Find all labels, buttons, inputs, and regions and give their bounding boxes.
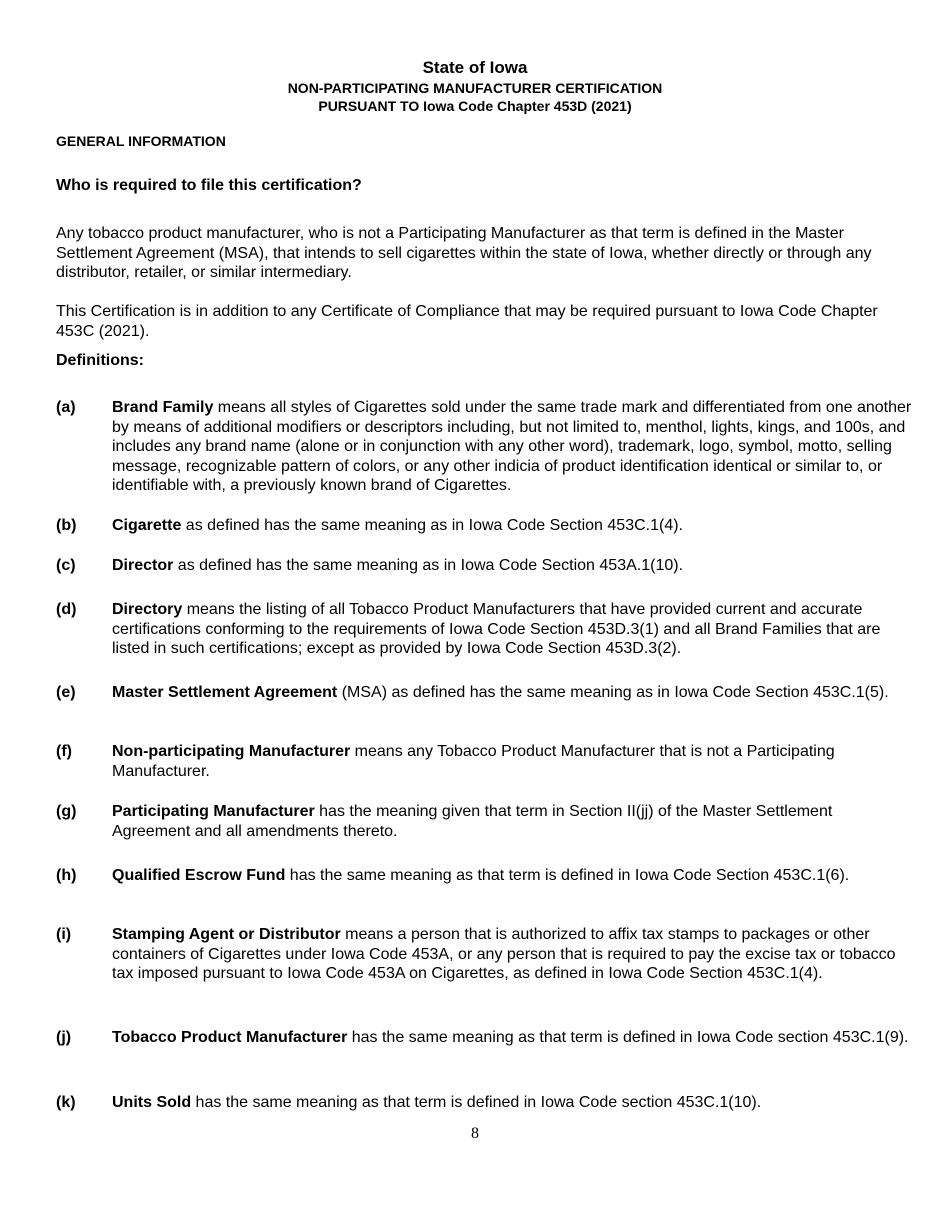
definition-item xyxy=(112,742,912,781)
definition-term: Master Settlement Agreement xyxy=(112,684,338,701)
definition-text: means a person that is authorized to affix tax stamps to packages or other containers of Cigarettes under Iowa Code 453A, or any person that is required to pay the excise tax or tobacco tax imposed pursuant to Iowa Code 453A on Cigarettes, as defined in Iowa Code Section 453C.1(4). xyxy=(112,926,896,982)
definition-label: (h) xyxy=(56,867,77,884)
definition-label: (d) xyxy=(56,601,77,618)
definition-item xyxy=(112,1028,912,1048)
definition-term: Qualified Escrow Fund xyxy=(112,867,286,884)
definitions-heading: Definitions: xyxy=(56,352,144,369)
definition-item xyxy=(112,683,912,703)
definition-text: means all styles of Cigarettes sold under the same trade mark and differentiated from one another by means of additional modifiers or descriptors including, but not limited to, menthol, lights, kings, and 100s, and includes any brand name (alone or in conjunction with any other word), trademark, logo, symbol, motto, selling message, recognizable pattern of colors, or any other indicia of product identification identical or similar to, or identifiable with, a previously known brand of Cigarettes. xyxy=(112,399,912,494)
definition-term: Units Sold xyxy=(112,1094,192,1111)
definition-label: (a) xyxy=(56,399,76,416)
definition-text: means any Tobacco Product Manufacturer that is not a Participating Manufacturer. xyxy=(112,743,835,780)
pursuant-line: PURSUANT TO Iowa Code Chapter 453D (2021) xyxy=(318,98,632,114)
definition-label: (k) xyxy=(56,1094,76,1111)
definition-item xyxy=(112,516,912,536)
definition-term: Stamping Agent or Distributor xyxy=(112,926,341,943)
definition-item xyxy=(112,398,912,496)
page-number: 8 xyxy=(471,1125,479,1142)
definition-label: (g) xyxy=(56,803,77,820)
definition-text: as defined has the same meaning as in Iowa Code Section 453A.1(10). xyxy=(173,557,684,574)
definition-item xyxy=(112,802,912,841)
definition-text: (MSA) as defined has the same meaning as in Iowa Code Section 453C.1(5). xyxy=(337,684,889,701)
definition-label: (i) xyxy=(56,926,72,943)
definition-label: (b) xyxy=(56,517,77,534)
paragraph: Any tobacco product manufacturer, who is not a Participating Manufacturer as that term is defined in the Master Settlement Agreement (MSA), that intends to sell cigarettes within the state of Iowa, whether directly or through any distributor, retailer, or similar intermediary. xyxy=(56,225,872,281)
definition-term: Participating Manufacturer xyxy=(112,803,315,820)
definition-item xyxy=(112,600,912,659)
definition-label: (c) xyxy=(56,557,76,574)
definition-item xyxy=(112,556,912,576)
definition-term: Director xyxy=(112,557,174,574)
definition-item xyxy=(112,866,912,886)
document-title: State of Iowa xyxy=(422,58,528,77)
definition-label: (j) xyxy=(56,1029,72,1046)
definition-text: has the meaning given that term in Section II(jj) of the Master Settlement Agreement and all amendments thereto. xyxy=(112,803,833,840)
paragraph: This Certification is in addition to any Certificate of Compliance that may be required pursuant to Iowa Code Chapter 453C (2021). xyxy=(56,303,878,340)
definition-item xyxy=(112,925,912,984)
definition-label: (e) xyxy=(56,684,76,701)
certification-title: NON-PARTICIPATING MANUFACTURER CERTIFICATION xyxy=(287,80,663,96)
general-information-heading: GENERAL INFORMATION xyxy=(56,133,226,149)
definition-term: Cigarette xyxy=(112,517,182,534)
definition-term: Tobacco Product Manufacturer xyxy=(112,1029,348,1046)
definition-term: Non-participating Manufacturer xyxy=(112,743,351,760)
definition-text: has the same meaning as that term is defined in Iowa Code section 453C.1(9). xyxy=(347,1029,909,1046)
question-heading: Who is required to file this certification? xyxy=(56,177,362,194)
definition-text: means the listing of all Tobacco Product Manufacturers that have provided current and accurate certifications conforming to the requirements of Iowa Code Section 453D.3(1) and all Brand Families that are listed in such certifications; except as provided by Iowa Code Section 453D.3(2). xyxy=(112,601,881,657)
definition-text: has the same meaning as that term is defined in Iowa Code Section 453C.1(6). xyxy=(285,867,850,884)
definition-term: Brand Family xyxy=(112,399,214,416)
definition-text: as defined has the same meaning as in Iowa Code Section 453C.1(4). xyxy=(181,517,683,534)
definition-label: (f) xyxy=(56,743,72,760)
definition-item xyxy=(112,1093,912,1113)
definition-text: has the same meaning as that term is defined in Iowa Code section 453C.1(10). xyxy=(191,1094,762,1111)
definition-term: Directory xyxy=(112,601,183,618)
